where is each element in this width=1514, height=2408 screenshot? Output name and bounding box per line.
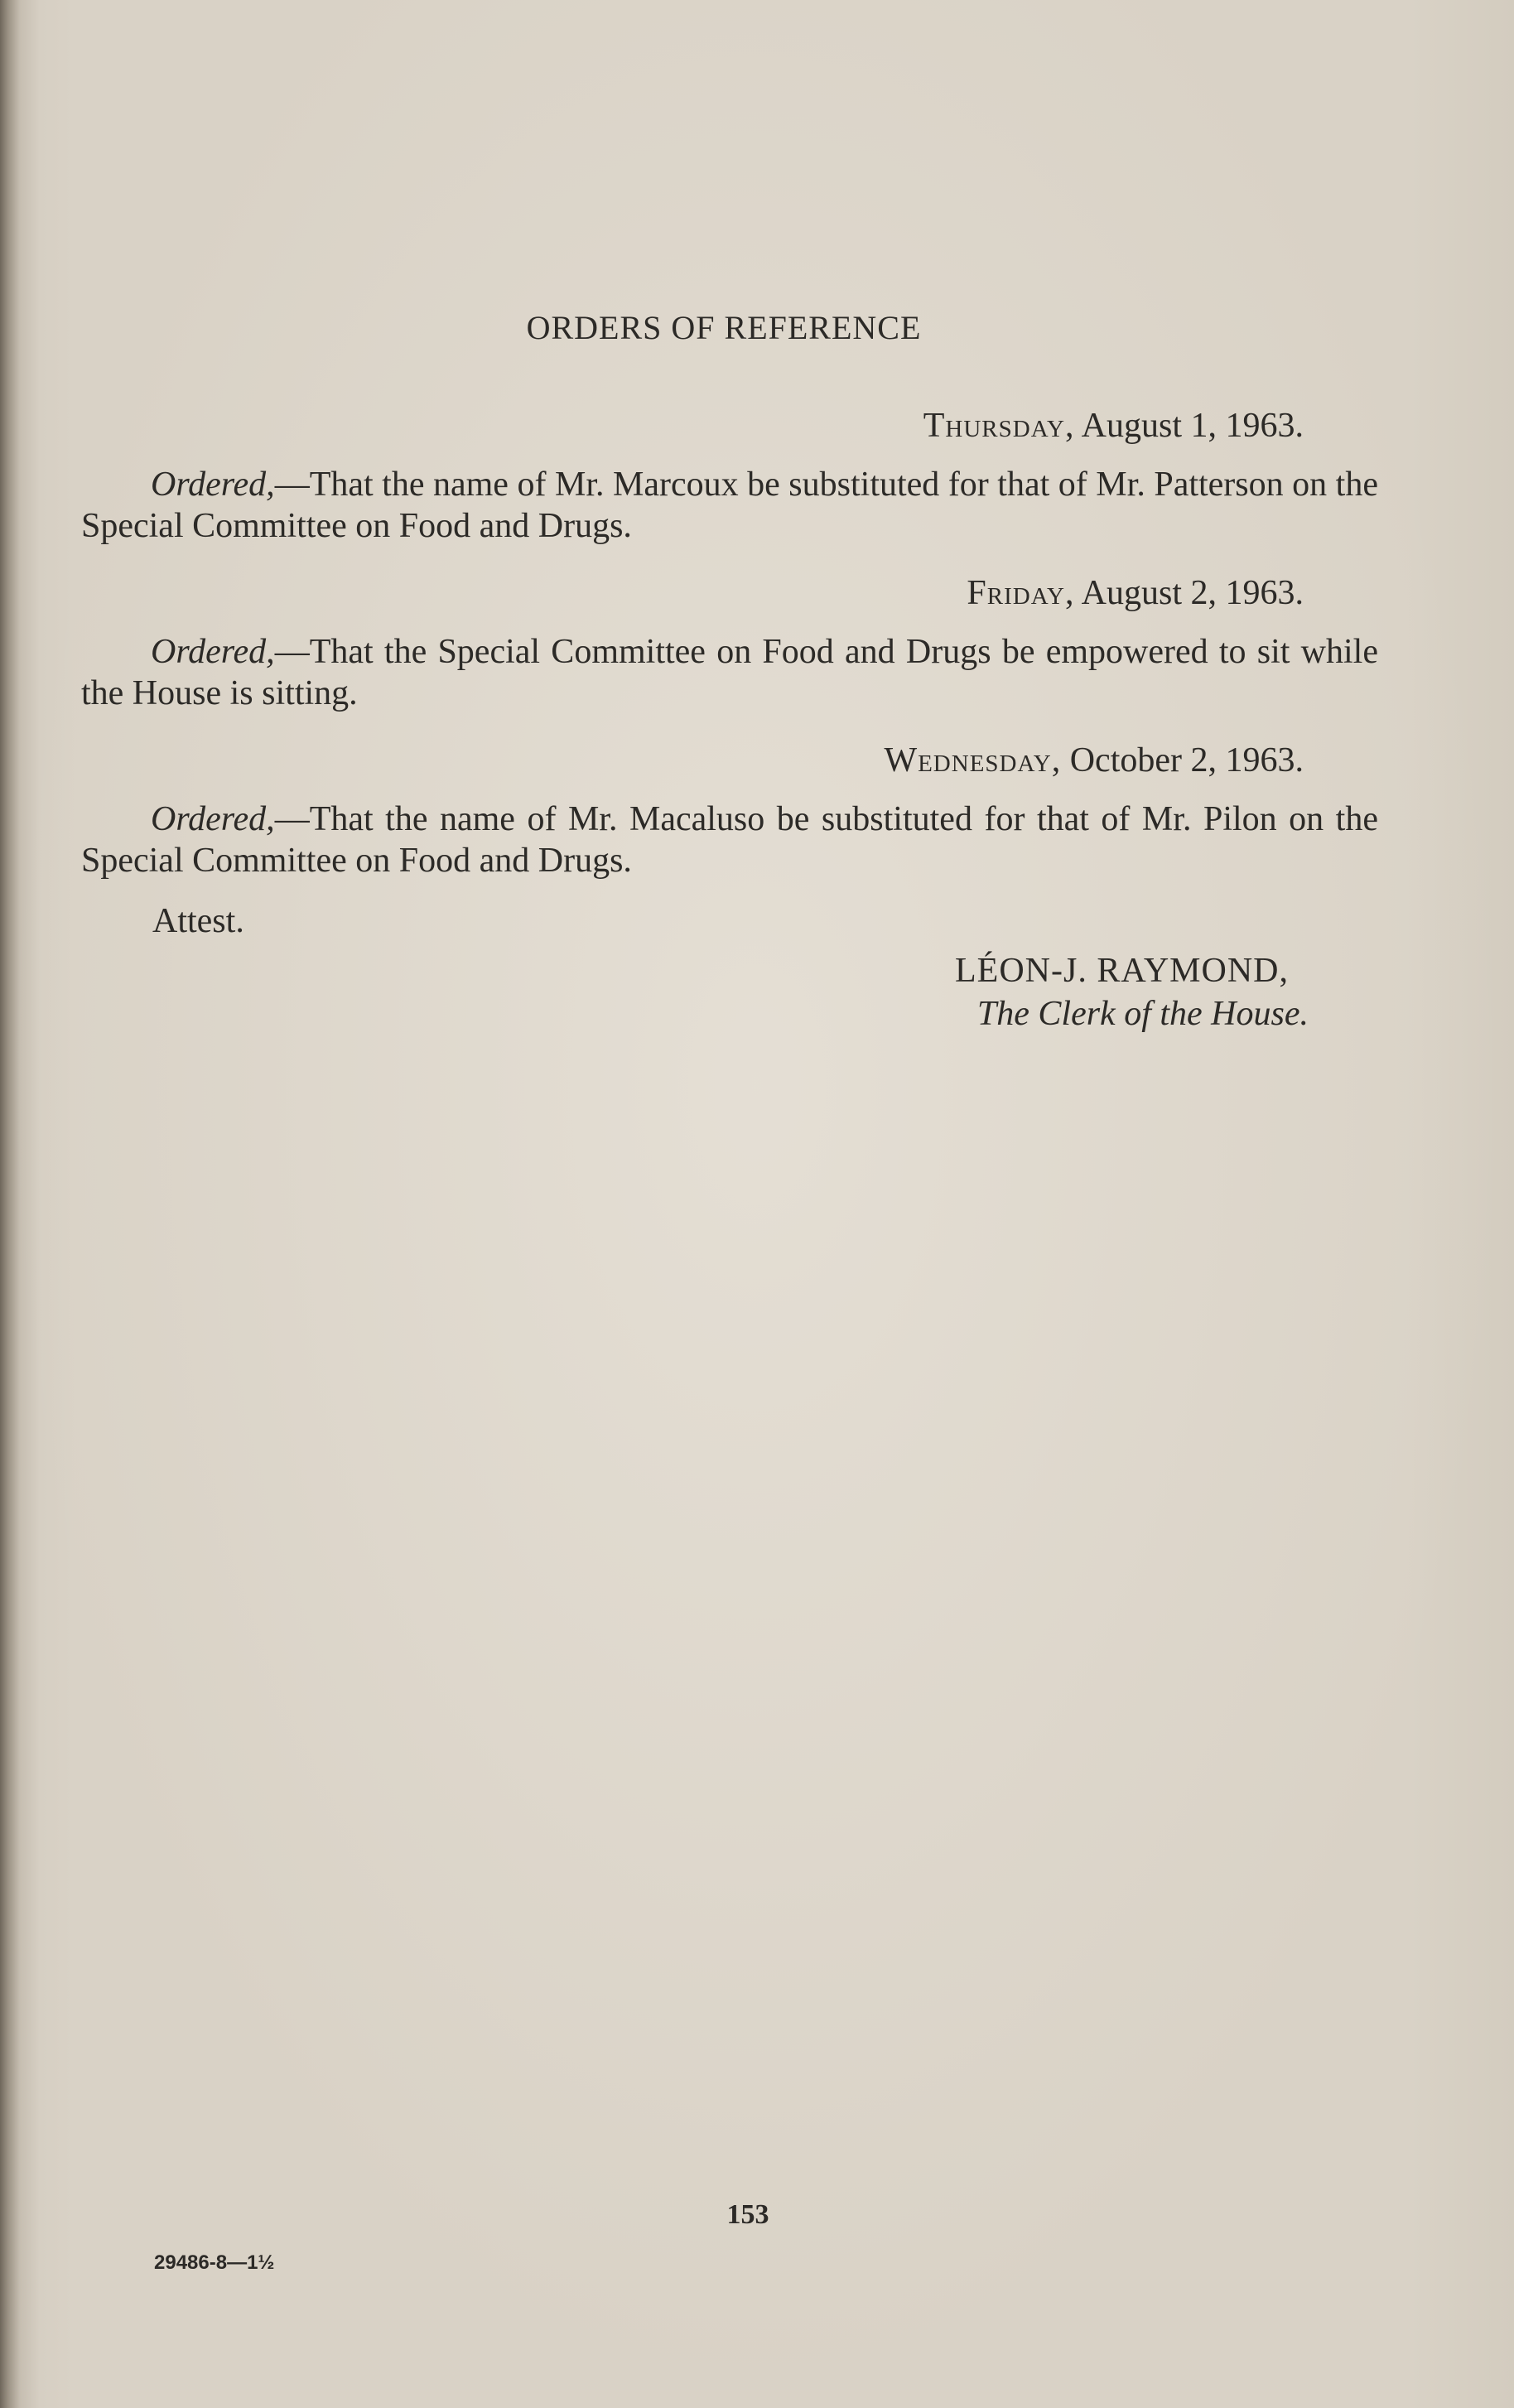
entry-day: Wednesday, [884,741,1062,779]
entry-order [81,631,1378,714]
page-number: 153 [726,2199,769,2230]
entry-order [81,464,1378,547]
entry-lead: Ordered, [151,633,275,671]
entry-date [884,741,1304,780]
entry-text: —That the name of Mr. Marcoux be substituted for that of Mr. Patterson on the Special Committee on Food and Drugs. [81,466,1378,545]
page-heading: ORDERS OF REFERENCE [526,309,922,346]
signature-title: The Clerk of the House. [976,995,1309,1033]
entry-day: Thursday, [923,407,1075,445]
entry-lead: Ordered, [151,800,275,838]
entry-text: —That the Special Committee on Food and Drugs be empowered to sit while the House is sitting. [81,633,1378,712]
entry-lead: Ordered, [151,466,275,504]
entry-date-text: August 1, 1963. [1081,407,1304,445]
signature-name: LÉON-J. RAYMOND, [955,952,1289,990]
entry-date [967,573,1304,613]
entry-date-text: August 2, 1963. [1081,574,1304,612]
entry-date-text: October 2, 1963. [1069,741,1304,779]
entry-text: —That the name of Mr. Macaluso be substituted for that of Mr. Pilon on the Special Committee on Food and Drugs. [81,800,1378,880]
attest-line: Attest. [152,902,244,940]
entry-day: Friday, [967,574,1075,612]
entry-date [923,406,1304,446]
entry-order [81,799,1378,881]
print-code: 29486-8—1½ [154,2251,275,2274]
